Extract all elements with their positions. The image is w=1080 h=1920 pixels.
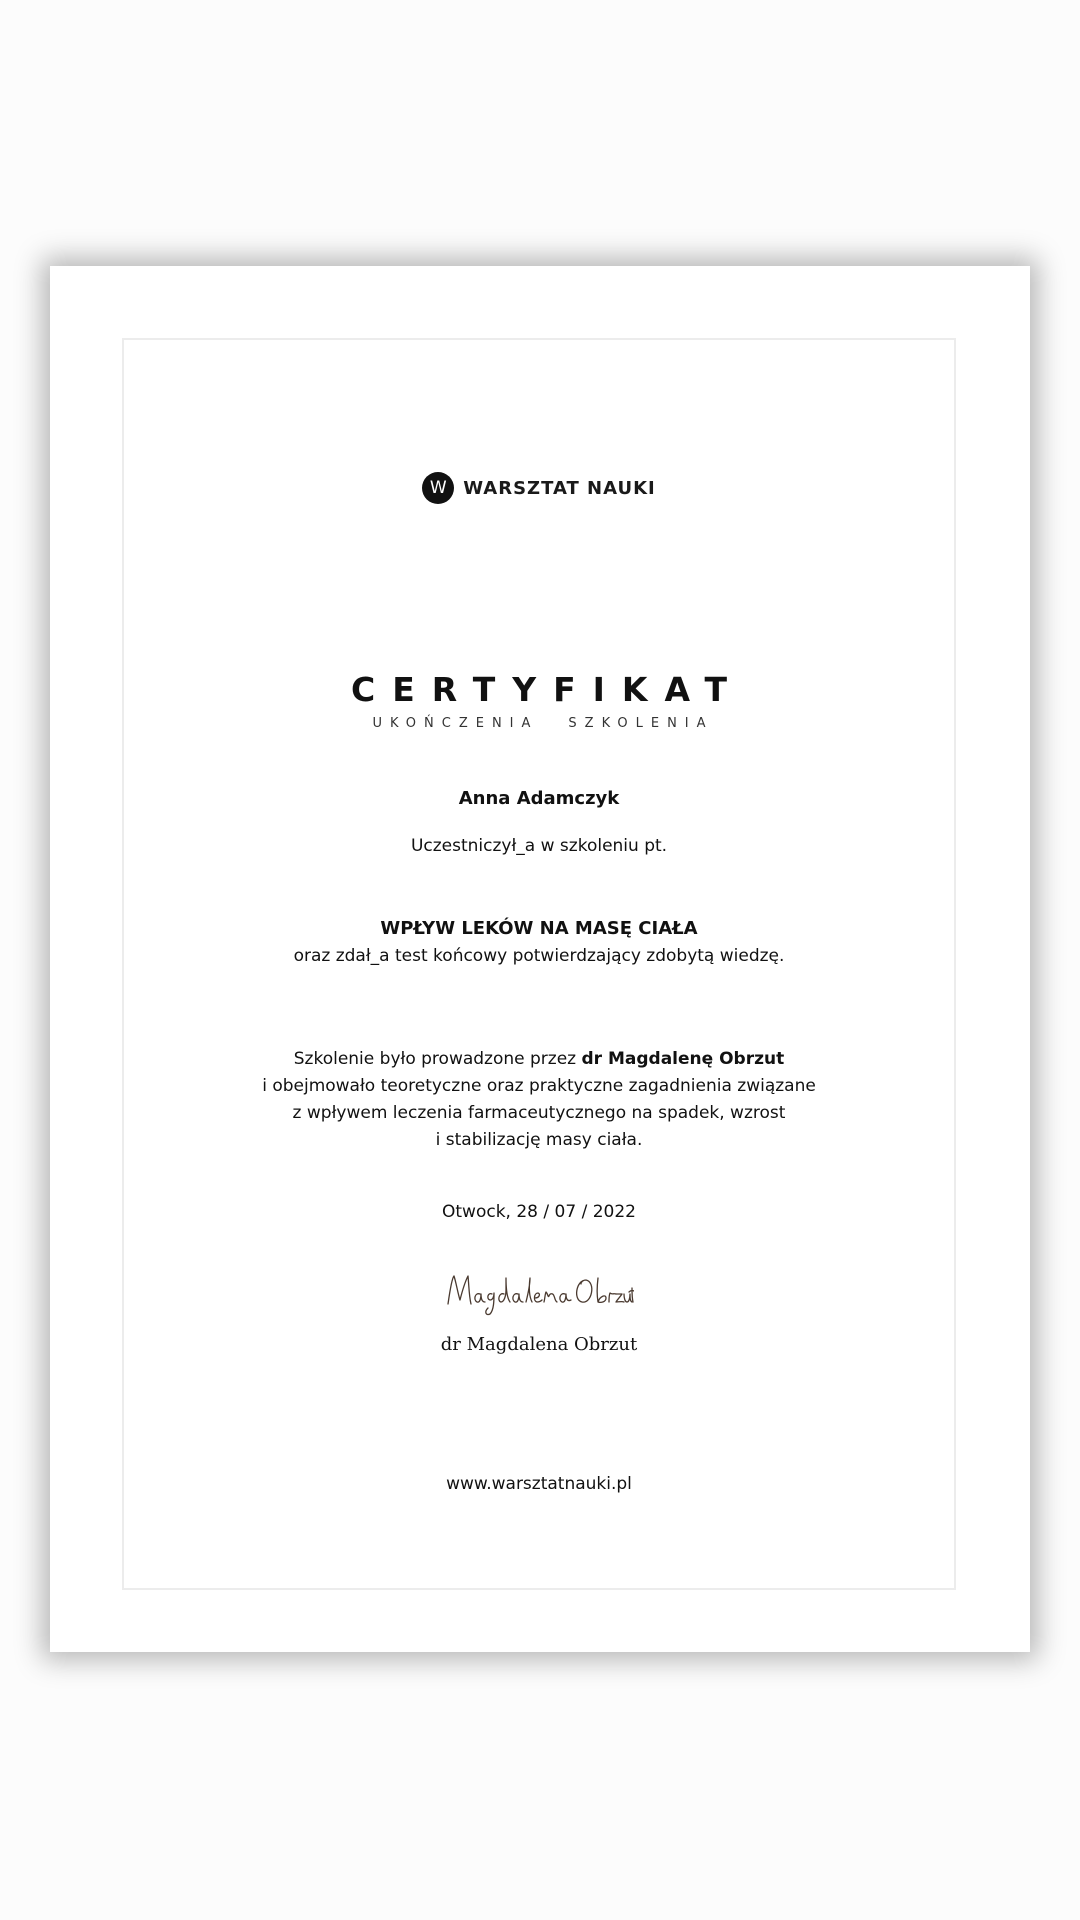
description-line-2: i obejmowało teoretyczne oraz praktyczne zagadnienia związane — [262, 1076, 816, 1096]
brand-logo — [124, 472, 954, 504]
description-line-1 — [124, 1046, 954, 1073]
subtitle-part-1: UKOŃCZENIA — [372, 716, 539, 731]
certificate-title: CERTYFIKAT — [351, 670, 744, 709]
course-title: WPŁYW LEKÓW NA MASĘ CIAŁA — [380, 918, 698, 939]
logo-text: WARSZTAT NAUKI — [463, 477, 656, 499]
certificate-inner-frame — [122, 338, 956, 1590]
handwritten-signature — [124, 1260, 954, 1320]
description-line-3: z wpływem leczenia farmaceutycznego na spadek, wzrost — [292, 1103, 786, 1123]
description-prefix: Szkolenie było prowadzone przez — [293, 1049, 582, 1069]
passed-text: oraz zdał_a test końcowy potwierdzający zdobytą wiedzę. — [293, 946, 785, 966]
recipient-name: Anna Adamczyk — [458, 788, 620, 809]
description-instructor: dr Magdalenę Obrzut — [581, 1049, 785, 1069]
place-date: Otwock, 28 / 07 / 2022 — [442, 1202, 636, 1222]
course-description — [124, 1046, 954, 1154]
subtitle-part-2: SZKOLENIA — [568, 716, 714, 731]
logo-w-icon: W — [422, 472, 454, 504]
website-url: www.warsztatnauki.pl — [446, 1474, 632, 1494]
description-line-4: i stabilizację masy ciała. — [435, 1130, 643, 1150]
participated-text: Uczestniczył_a w szkoleniu pt. — [410, 836, 668, 856]
signer-name: dr Magdalena Obrzut — [440, 1334, 638, 1355]
certificate-page — [50, 266, 1030, 1652]
signature-drawing — [444, 1260, 634, 1320]
certificate-subtitle — [124, 716, 954, 731]
